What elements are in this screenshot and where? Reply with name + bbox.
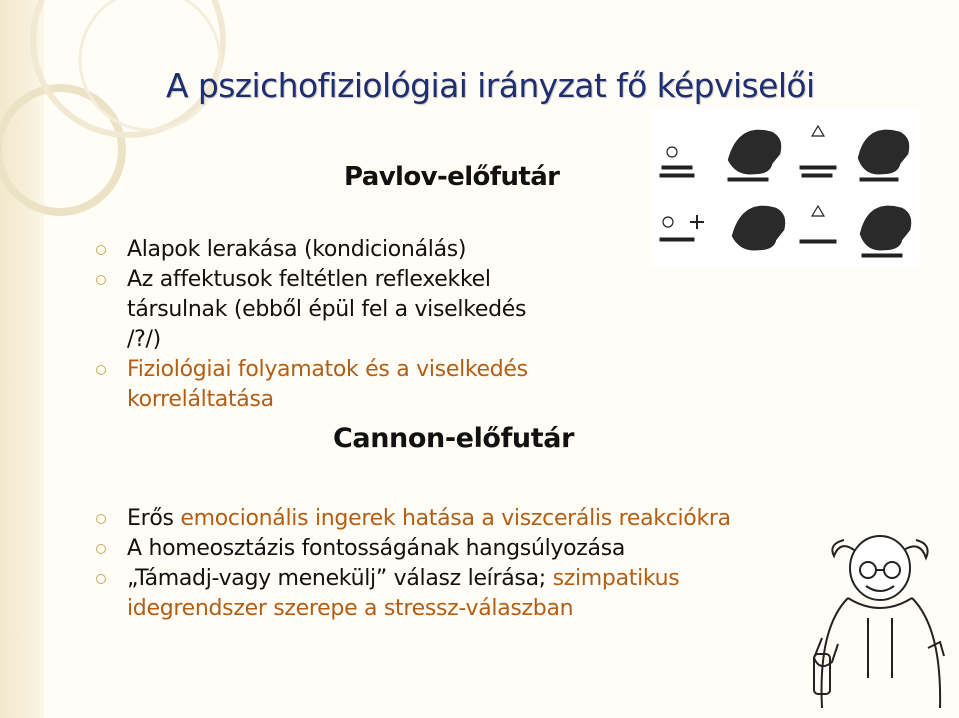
pavlov-dog-conditioning-figure — [650, 108, 920, 268]
cannon-bullet-list — [93, 504, 823, 624]
list-item: Erős emocionális ingerek hatása a viszcerális reakciókra — [93, 504, 823, 534]
bullet-ring-icon — [96, 514, 106, 524]
bullet-ring-icon — [96, 574, 106, 584]
slide-title: A pszichofiziológiai irányzat fő képviselői — [166, 66, 815, 105]
section-heading-pavlov: Pavlov-előfutár — [344, 162, 560, 192]
list-item: „Támadj-vagy menekülj” válasz leírása; szimpatikus idegrendszer szerepe a stressz-válaszban — [93, 564, 787, 624]
decorative-circles — [0, 0, 260, 240]
list-item: A homeosztázis fontosságának hangsúlyozása — [93, 534, 823, 564]
section-heading-cannon: Cannon-előfutár — [333, 423, 574, 454]
pavlov-bullet-list — [93, 235, 563, 415]
list-item: Fiziológiai folyamatok és a viselkedés korreláltatása — [93, 355, 563, 415]
bullet-ring-icon — [96, 245, 106, 255]
bullet-ring-icon — [96, 544, 106, 554]
list-item: Alapok lerakása (kondicionálás) — [93, 235, 563, 265]
bullet-ring-icon — [96, 275, 106, 285]
bullet-ring-icon — [96, 365, 106, 375]
scientist-cartoon — [808, 528, 948, 713]
list-item: Az affektusok feltétlen reflexekkel társulnak (ebből épül fel a viselkedés /?/) — [93, 265, 563, 355]
